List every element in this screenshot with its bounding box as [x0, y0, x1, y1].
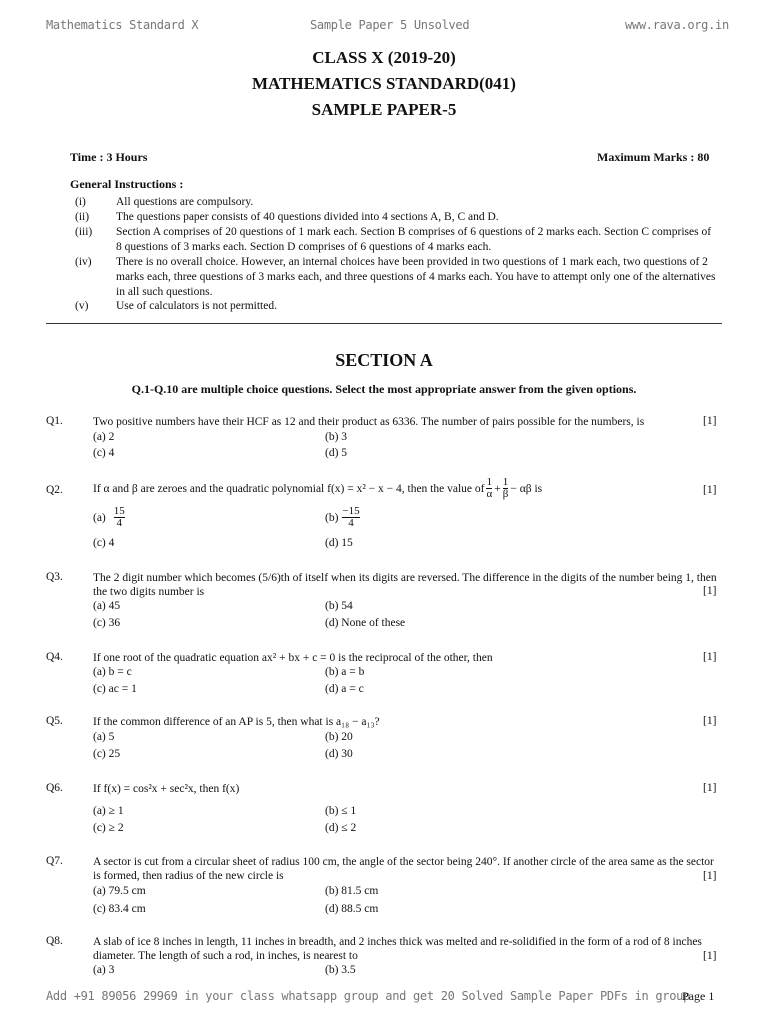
option-c: (c) 83.4 cm	[93, 903, 146, 915]
question-text: If f(x) = cos²x + sec²x, then f(x)	[93, 783, 240, 795]
option-d: (d) 88.5 cm	[325, 903, 379, 915]
question-text: If the common difference of an AP is 5, then what is a₁₈ − a₁₃?	[93, 716, 380, 728]
option-d: (d) 15	[325, 537, 353, 549]
instruction-text: The questions paper consists of 40 questions divided into 4 sections A, B, C and D.	[116, 211, 499, 223]
option-a-fraction	[114, 506, 125, 529]
option-b: (b) ≤ 1	[325, 805, 357, 817]
instruction-text: Section A comprises of 20 questions of 1 mark each. Section B comprises of 6 questions of 2 marks each. Section C comprises of 8 questions of 3 marks each. Section D comprises of 6 questions of 4 marks each.	[116, 226, 712, 253]
option-a	[93, 506, 127, 529]
option-d: (d) 5	[325, 447, 348, 459]
option-b: (b) 3	[325, 431, 348, 443]
option-b-fraction	[342, 506, 359, 529]
option-a: (a) ≥ 1	[93, 805, 124, 817]
question-marks: [1]	[703, 870, 717, 882]
subject-title: MATHEMATICS STANDARD(041)	[252, 74, 516, 93]
option-d: (d) 30	[325, 748, 353, 760]
header-website: www.rava.org.in	[625, 18, 729, 32]
option-c: (c) 4	[93, 537, 115, 549]
footer-promo: Add +91 89056 29969 in your class whatsapp group and get 20 Solved Sample Paper PDFs in group	[46, 989, 690, 1003]
question-text: If one root of the quadratic equation ax² + bx + c = 0 is the reciprocal of the other, then	[93, 652, 493, 664]
divider	[46, 323, 722, 324]
section-title: SECTION A	[335, 350, 433, 370]
question-number: Q1.	[46, 415, 63, 427]
instruction-num: (iv)	[75, 256, 92, 268]
instruction-text: All questions are compulsory.	[116, 196, 254, 208]
option-c: (c) 36	[93, 617, 121, 629]
mcq-instruction: Q.1-Q.10 are multiple choice questions. Select the most appropriate answer from the given options.	[131, 382, 637, 396]
option-a: (a) 79.5 cm	[93, 885, 146, 897]
option-d: (d) ≤ 2	[325, 822, 357, 834]
option-b	[325, 506, 362, 529]
instruction-num: (ii)	[75, 211, 90, 223]
question-text-post: − αβ is	[510, 482, 543, 495]
denominator: 4	[348, 517, 354, 529]
question-number: Q7.	[46, 855, 63, 867]
class-title: CLASS X (2019-20)	[312, 48, 456, 67]
question-number: Q3.	[46, 571, 63, 583]
instruction-text: Use of calculators is not permitted.	[116, 300, 277, 312]
question-text: A slab of ice 8 inches in length, 11 inches in breadth, and 2 inches thick was melted and re-solidified in the form of a rod of 8 inches diameter. The length of such a rod, in inches, is nearest to	[93, 936, 702, 962]
question-number: Q6.	[46, 782, 63, 794]
option-b: (b) 3.5	[325, 964, 356, 976]
max-marks-label: Maximum Marks : 80	[597, 150, 710, 164]
question-text-pre: If α and β are zeroes and the quadratic polynomial f(x) = x² − x − 4, then the value of	[93, 482, 485, 495]
numerator: 15	[113, 505, 125, 517]
question-marks: [1]	[703, 415, 717, 427]
option-label: (a)	[93, 511, 106, 524]
question-number: Q5.	[46, 715, 63, 727]
option-a: (a) 45	[93, 600, 121, 612]
header-paper: Sample Paper 5 Unsolved	[310, 18, 470, 32]
option-c: (c) ac = 1	[93, 683, 137, 695]
question-text: The 2 digit number which becomes (5/6)th of itself when its digits are reversed. The difference in the digits of the number being 1, then the two digits number is	[93, 572, 717, 598]
question-text: Two positive numbers have their HCF as 12 and their product as 6336. The number of pairs possible for the numbers, is	[93, 416, 645, 428]
page-number: Page 1	[682, 989, 715, 1003]
option-b: (b) 20	[325, 731, 353, 743]
option-a: (a) 5	[93, 731, 115, 743]
question-marks: [1]	[703, 651, 717, 663]
instruction-num: (iii)	[75, 226, 93, 238]
option-d: (d) a = c	[325, 683, 364, 695]
question-number: Q4.	[46, 651, 63, 663]
question-marks: [1]	[703, 484, 717, 496]
question-marks: [1]	[703, 950, 717, 962]
question-text: A sector is cut from a circular sheet of radius 100 cm, the angle of the sector being 240°. If another circle of the area same as the sector is formed, then radius of the new circle is	[93, 856, 714, 882]
question-text: If α and β are zeroes and the quadratic polynomial f(x) = x² − x − 4, then the value of $\frac{1}{\alpha}$ + $\frac{1}{\beta}$ − αβ is	[93, 476, 543, 500]
option-b: (b) 81.5 cm	[325, 885, 379, 897]
fraction-one-over-alpha: $\frac{1}{\alpha}$	[486, 476, 493, 500]
question-marks: [1]	[703, 715, 717, 727]
time-label: Time : 3 Hours	[70, 150, 148, 164]
instruction-num: (i)	[75, 196, 86, 208]
option-a: (a) 2	[93, 431, 115, 443]
instruction-num: (v)	[75, 300, 89, 312]
general-instructions-label: General Instructions :	[70, 177, 184, 191]
instruction-text: There is no overall choice. However, an internal choices have been provided in two questions of 1 mark each, two questions of 2 marks each, three questions of 3 marks each, and three questions of 4 marks each. You have to attempt only one of the alternatives in all such questions.	[116, 256, 716, 298]
question-marks: [1]	[703, 585, 717, 597]
fraction-one-over-beta: $\frac{1}{\beta}$	[502, 476, 509, 500]
question-number: Q2.	[46, 484, 63, 496]
option-c: (c) ≥ 2	[93, 822, 124, 834]
option-label: (b)	[325, 511, 339, 524]
option-b: (b) 54	[325, 600, 353, 612]
header-subject: Mathematics Standard X	[46, 18, 199, 32]
paper-title: SAMPLE PAPER-5	[311, 100, 457, 119]
option-c: (c) 4	[93, 447, 115, 459]
option-a: (a) 3	[93, 964, 115, 976]
option-d: (d) None of these	[325, 617, 406, 629]
option-a: (a) b = c	[93, 666, 132, 678]
option-b: (b) a = b	[325, 666, 365, 678]
option-c: (c) 25	[93, 748, 121, 760]
denominator: 4	[116, 517, 123, 529]
question-number: Q8.	[46, 935, 63, 947]
numerator: −15	[342, 505, 360, 517]
question-marks: [1]	[703, 782, 717, 794]
